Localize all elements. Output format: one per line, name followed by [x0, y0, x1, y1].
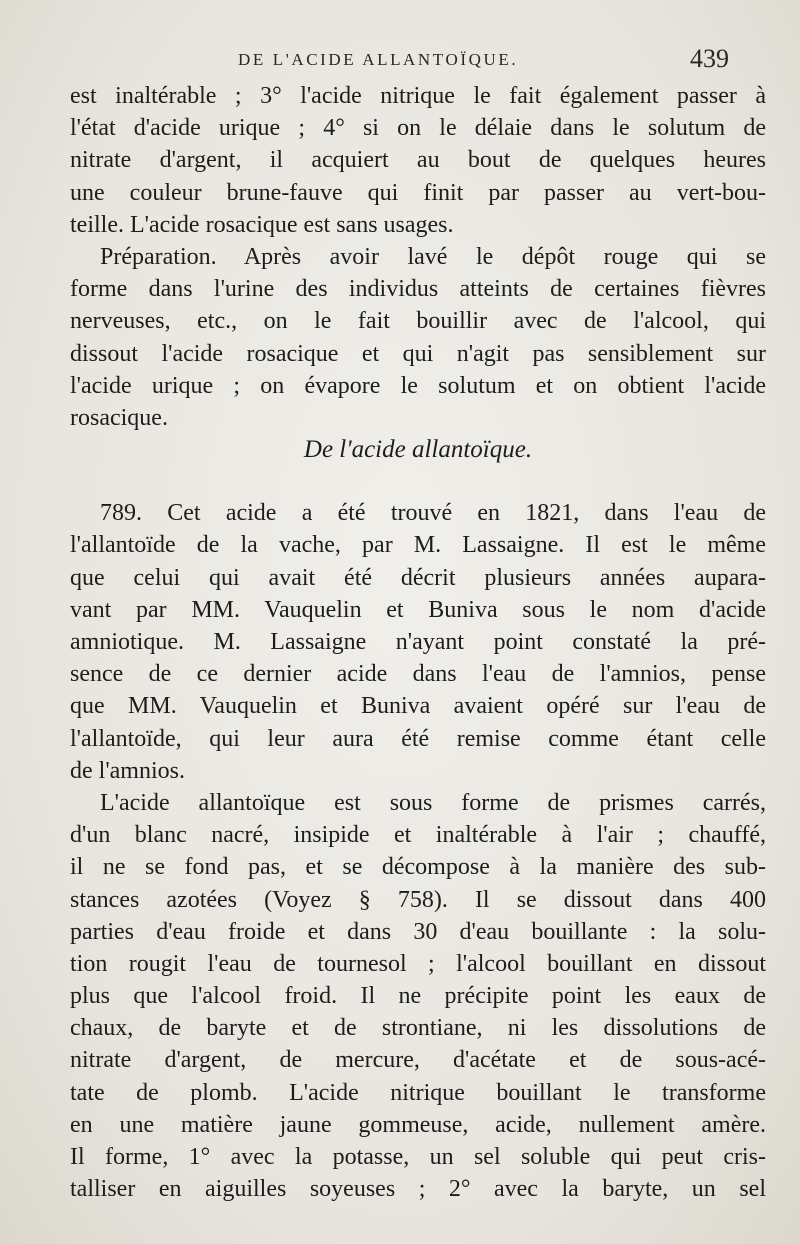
text-line: dissout l'acide rosacique et qui n'agit pas sensiblement sur [70, 340, 766, 367]
text-line: l'acide urique ; on évapore le solutum et on obtient l'acide [70, 372, 766, 399]
text-line: nitrate d'argent, de mercure, d'acétate et de sous-acé- [70, 1047, 766, 1074]
text-line: chaux, de baryte et de strontiane, ni les dissolutions de [70, 1015, 766, 1042]
text-line: d'un blanc nacré, insipide et inaltérable à l'air ; chauffé, [70, 822, 766, 849]
text-line: nerveuses, etc., on le fait bouillir avec de l'alcool, qui [70, 308, 766, 335]
text-line: talliser en aiguilles soyeuses ; 2° avec la baryte, un sel [70, 1176, 766, 1203]
text-line: vant par MM. Vauquelin et Buniva sous le nom d'acide [70, 596, 766, 623]
text-line: il ne se fond pas, et se décompose à la manière des sub- [70, 854, 766, 881]
text-line: que celui qui avait été décrit plusieurs années aupara- [70, 564, 766, 591]
text-line: tate de plomb. L'acide nitrique bouillant le transforme [70, 1079, 766, 1106]
text-line: 789. Cet acide a été trouvé en 1821, dans l'eau de [100, 500, 766, 527]
page-number: 439 [690, 44, 729, 73]
text-line: de l'amnios. [70, 757, 185, 784]
text-line: L'acide allantoïque est sous forme de prismes carrés, [100, 789, 766, 816]
section-heading: De l'acide allantoïque. [303, 436, 533, 464]
text-line: l'allantoïde de la vache, par M. Lassaigne. Il est le même [70, 532, 766, 559]
text-line: stances azotées (Voyez § 758). Il se dissout dans 400 [70, 886, 766, 913]
text-line: nitrate d'argent, il acquiert au bout de quelques heures [70, 147, 766, 174]
text-line: rosacique. [70, 404, 168, 431]
text-line: sence de ce dernier acide dans l'eau de l'amnios, pense [70, 661, 766, 688]
text-line: Il forme, 1° avec la potasse, un sel soluble qui peut cris- [70, 1144, 766, 1170]
text-line: amniotique. M. Lassaigne n'ayant point constaté la pré- [70, 629, 766, 655]
body-text [70, 80, 766, 1205]
text-line: l'allantoïde, qui leur aura été remise comme étant celle [70, 725, 766, 752]
text-line: est inaltérable ; 3° l'acide nitrique le fait également passer à [70, 83, 766, 109]
text-line: parties d'eau froide et dans 30 d'eau bouillante : la solu- [70, 918, 766, 945]
text-line: l'état d'acide urique ; 4° si on le délaie dans le solutum de [70, 115, 766, 142]
running-head: DE L'ACIDE ALLANTOÏQUE. [238, 50, 519, 69]
text-line: forme dans l'urine des individus atteints de certaines fièvres [70, 276, 766, 303]
text-line: plus que l'alcool froid. Il ne précipite point les eaux de [70, 983, 766, 1010]
text-line: Préparation. Après avoir lavé le dépôt rouge qui se [100, 243, 766, 270]
text-line: en une matière jaune gommeuse, acide, nullement amère. [70, 1111, 766, 1138]
text-line: que MM. Vauquelin et Buniva avaient opéré sur l'eau de [70, 693, 766, 720]
text-line: teille. L'acide rosacique est sans usages. [70, 211, 454, 238]
text-line: tion rougit l'eau de tournesol ; l'alcool bouillant en dissout [70, 950, 766, 977]
spacer [70, 466, 766, 497]
text-line: une couleur brune-fauve qui finit par passer au vert-bou- [70, 179, 766, 206]
page-header [0, 44, 800, 74]
